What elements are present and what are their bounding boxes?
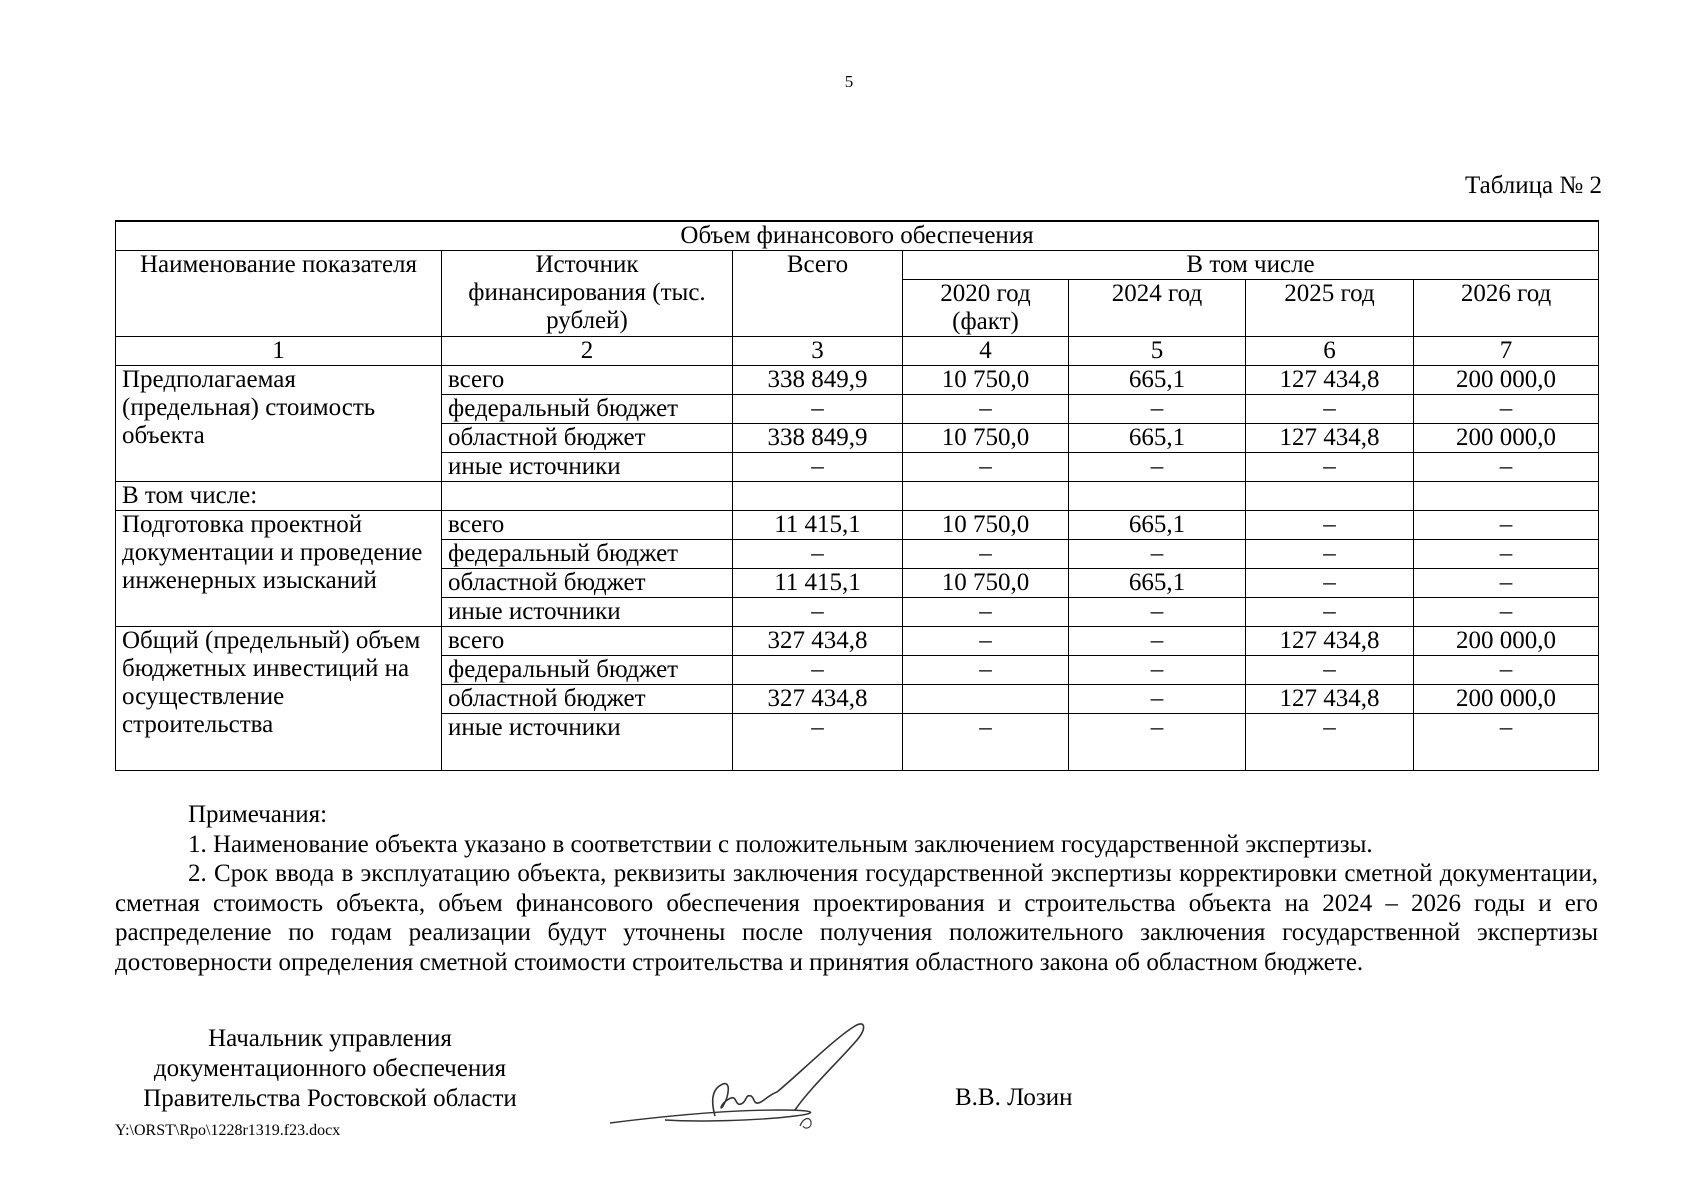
indicator-name: Подготовка проектной документации и проведение инженерных изысканий: [116, 511, 442, 627]
value-cell: [903, 685, 1069, 714]
value-cell: –: [1414, 511, 1599, 540]
value-cell: 327 434,8: [733, 627, 903, 656]
value-cell: 200 000,0: [1414, 685, 1599, 714]
value-cell: –: [903, 598, 1069, 627]
value-cell: –: [1414, 540, 1599, 569]
value-cell: 665,1: [1069, 424, 1246, 453]
value-cell: 127 434,8: [1246, 366, 1414, 395]
header-total: Всего: [733, 251, 903, 337]
indicator-name: Общий (предельный) объем бюджетных инвестиций на осуществление строительства: [116, 627, 442, 771]
value-cell: 11 415,1: [733, 511, 903, 540]
column-number: 3: [733, 337, 903, 366]
signatory-position: [115, 1024, 545, 1114]
table-caption: Таблица № 2: [1464, 172, 1602, 199]
value-cell: 338 849,9: [733, 366, 903, 395]
value-cell: 127 434,8: [1246, 627, 1414, 656]
header-2025: 2025 год: [1246, 280, 1414, 337]
empty-cell: [1414, 482, 1599, 511]
value-cell: –: [1414, 453, 1599, 482]
header-including: В том числе: [903, 251, 1599, 280]
page-number: 5: [844, 72, 854, 91]
source-cell: иные источники: [442, 714, 733, 771]
handwritten-signature: [605, 1018, 895, 1138]
column-number: 7: [1414, 337, 1599, 366]
value-cell: –: [903, 656, 1069, 685]
value-cell: 11 415,1: [733, 569, 903, 598]
value-cell: –: [1069, 395, 1246, 424]
value-cell: –: [733, 598, 903, 627]
empty-cell: [1246, 482, 1414, 511]
signatory-line: документационного обеспечения: [153, 1055, 507, 1082]
notes-heading: Примечания:: [188, 801, 328, 828]
value-cell: –: [1246, 569, 1414, 598]
empty-cell: [733, 482, 903, 511]
header-2020: 2020 год (факт): [903, 280, 1069, 337]
value-cell: 338 849,9: [733, 424, 903, 453]
source-cell: иные источники: [442, 598, 733, 627]
value-cell: –: [903, 540, 1069, 569]
header-source: Источник финансирования (тыс. рублей): [442, 251, 733, 337]
empty-cell: [442, 482, 733, 511]
source-cell: всего: [442, 366, 733, 395]
value-cell: –: [1069, 656, 1246, 685]
value-cell: 10 750,0: [903, 424, 1069, 453]
source-cell: федеральный бюджет: [442, 540, 733, 569]
value-cell: –: [1414, 656, 1599, 685]
value-cell: –: [1069, 627, 1246, 656]
value-cell: 10 750,0: [903, 569, 1069, 598]
source-cell: федеральный бюджет: [442, 395, 733, 424]
value-cell: –: [903, 453, 1069, 482]
value-cell: –: [1246, 511, 1414, 540]
notes-section: [115, 800, 1598, 977]
value-cell: –: [903, 395, 1069, 424]
value-cell: –: [1414, 714, 1599, 771]
value-cell: –: [1069, 540, 1246, 569]
note-2: 2. Срок ввода в эксплуатацию объекта, реквизиты заключения государственной экспертизы корректировки сметной документации, сметная стоимость объекта, объем финансового обеспечения проектирования и строительства объекта на 2024 – 2026 годы и его распределение по годам реализации будут уточнены после получения положительного заключения государственной экспертизы достоверности определения сметной стоимости строительства и принятия областного закона об областном бюджете.: [115, 860, 1598, 976]
value-cell: 10 750,0: [903, 511, 1069, 540]
header-name: Наименование показателя: [116, 251, 442, 337]
column-number: 1: [116, 337, 442, 366]
value-cell: –: [733, 714, 903, 771]
value-cell: –: [1246, 714, 1414, 771]
source-cell: областной бюджет: [442, 569, 733, 598]
value-cell: –: [1246, 395, 1414, 424]
source-cell: областной бюджет: [442, 424, 733, 453]
empty-cell: [1069, 482, 1246, 511]
source-cell: федеральный бюджет: [442, 656, 733, 685]
column-number: 5: [1069, 337, 1246, 366]
value-cell: –: [903, 714, 1069, 771]
value-cell: –: [1069, 714, 1246, 771]
signatory-line: Начальник управления: [208, 1025, 452, 1052]
value-cell: 10 750,0: [903, 366, 1069, 395]
value-cell: –: [1246, 656, 1414, 685]
empty-cell: [903, 482, 1069, 511]
note-1: 1. Наименование объекта указано в соответствии с положительным заключением государственной экспертизы.: [188, 830, 1373, 858]
signatory-name: В.В. Лозин: [955, 1084, 1073, 1111]
header-2024: 2024 год: [1069, 280, 1246, 337]
value-cell: –: [1246, 453, 1414, 482]
value-cell: –: [1246, 598, 1414, 627]
table-title: Объем финансового обеспечения: [116, 221, 1599, 251]
value-cell: 127 434,8: [1246, 685, 1414, 714]
file-path: Y:\ORST\Rpo\1228r1319.f23.docx: [115, 1122, 341, 1139]
value-cell: 200 000,0: [1414, 627, 1599, 656]
value-cell: –: [1246, 540, 1414, 569]
value-cell: 665,1: [1069, 569, 1246, 598]
column-number: 6: [1246, 337, 1414, 366]
value-cell: 327 434,8: [733, 685, 903, 714]
value-cell: 200 000,0: [1414, 366, 1599, 395]
header-2026: 2026 год: [1414, 280, 1599, 337]
value-cell: –: [1069, 453, 1246, 482]
value-cell: –: [733, 395, 903, 424]
value-cell: –: [1069, 598, 1246, 627]
value-cell: –: [733, 656, 903, 685]
source-cell: всего: [442, 511, 733, 540]
value-cell: 665,1: [1069, 511, 1246, 540]
signatory-line: Правительства Ростовской области: [143, 1085, 517, 1112]
source-cell: иные источники: [442, 453, 733, 482]
value-cell: –: [903, 627, 1069, 656]
source-cell: всего: [442, 627, 733, 656]
value-cell: –: [1414, 395, 1599, 424]
value-cell: 127 434,8: [1246, 424, 1414, 453]
financing-table: [115, 220, 1599, 771]
value-cell: –: [1069, 685, 1246, 714]
value-cell: 665,1: [1069, 366, 1246, 395]
value-cell: –: [1414, 598, 1599, 627]
value-cell: 200 000,0: [1414, 424, 1599, 453]
value-cell: –: [733, 540, 903, 569]
value-cell: –: [1414, 569, 1599, 598]
indicator-name: Предполагаемая (предельная) стоимость объекта: [116, 366, 442, 482]
source-cell: областной бюджет: [442, 685, 733, 714]
column-number: 2: [442, 337, 733, 366]
column-number: 4: [903, 337, 1069, 366]
value-cell: –: [733, 453, 903, 482]
including-label: В том числе:: [116, 482, 442, 511]
